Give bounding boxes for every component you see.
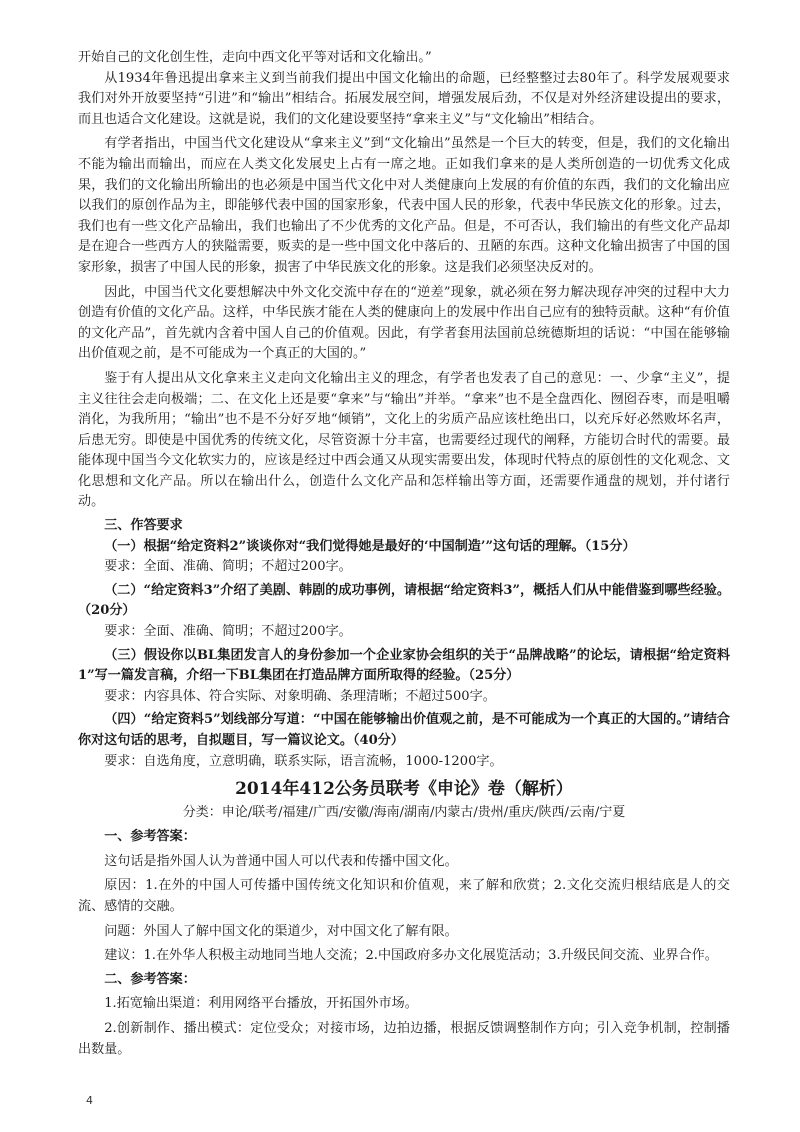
paragraph-continuation: 开始自己的文化创生性，走向中西文化平等对话和文化输出。” xyxy=(78,50,432,65)
answer-2-heading: 二、参考答案： xyxy=(104,971,196,987)
category-line: 分类：申论/联考/福建/广西/安徽/海南/湖南/内蒙古/贵州/重庆/陕西/云南/宁夏 xyxy=(182,805,626,821)
paragraph: 因此，中国当代文化要想解决中外文化交流中存在的“逆差”现象，就必须在努力解决现存冲突的过程中大力创造有价值的文化产品。这样，中华民族才能在人类的健康向上的发展中作出自己应有的独特贡献。这种“有价值的文化产品”，首先就内含着中国人自己的价值观。因此，有学者套用法国前总统德斯坦的话说：“中国在能够输出价值观之前，是不可能成为一个真正的大国的。” xyxy=(78,284,730,362)
question-2-requirement: 要求：全面、准确、简明；不超过200字。 xyxy=(104,624,352,640)
answer-2-line: 2.创新制作、播出模式：定位受众；对接市场，边拍边播，根据反馈调整制作方向；引入竞争机制，控制播出数量。 xyxy=(78,1020,730,1057)
answer-1-heading: 一、参考答案： xyxy=(104,829,196,845)
question-3-prompt: （三）假设你以BL集团发言人的身份参加一个企业家协会组织的关于“品牌战略”的论坛，请根据“给定资料1”写一篇发言稿，介绍一下BL集团在打造品牌方面所取得的经验。（25分） xyxy=(78,647,730,684)
question-1-prompt: （一）根据“给定资料2”谈谈你对“我们觉得她是最好的‘中国制造’”这句话的理解。（15分） xyxy=(104,538,636,554)
section-heading-requirements: 三、作答要求 xyxy=(104,518,183,534)
paragraph: 鉴于有人提出从文化拿来主义走向文化输出主义的理念，有学者也发表了自己的意见：一、少拿“主义”，提主义往往会走向极端；二、在文化上还是要“拿来”与“输出”并举。“拿来”也不是全盘西化、囫囵吞枣，而是咀嚼消化，为我所用；“输出”也不是不分好歹地“倾销”，文化上的劣质产品应该杜绝出口，以充斥好必然败坏名声，后患无穷。即使是中国优秀的传统文化，尽管资源十分丰富，也需要经过现代的阐释，方能切合时代的需要。最能体现中国当今文化软实力的，应该是经过中西会通又从现实需要出发，体现时代特点的原创性的文化观念、文化思想和文化产品。所以在输出什么，创造什么文化产品和怎样输出等方面，还需要作通盘的规划，并付诸行动。 xyxy=(78,370,730,510)
question-4-requirement: 要求：自选角度，立意明确，联系实际，语言流畅，1000-1200字。 xyxy=(104,753,503,769)
paragraph: 有学者指出，中国当代文化建设从“拿来主义”到“文化输出”虽然是一个巨大的转变，但是，我们的文化输出不能为输出而输出，而应在人类文化发展史上占有一席之地。正如我们拿来的是人类所创造的一切优秀文化成果，我们的文化输出所输出的也必须是中国当代文化中对人类健康向上发展的有价值的东西，我们的文化输出应以我们的原创作品为主，即能够代表中国的国家形象，代表中国人民的形象，代表中华民族文化的形象。过去，我们也有一些文化产品输出，我们也输出了不少优秀的文化产品。但是，不可否认，我们输出的有些文化产品却是在迎合一些西方人的狭隘需要，贩卖的是一些中国文化中落后的、丑陋的东西。这种文化输出损害了中国的国家形象，损害了中国人民的形象，损害了中华民族文化的形象。这是我们必须坚决反对的。 xyxy=(78,136,730,275)
page-number: 4 xyxy=(86,1094,93,1107)
page-content xyxy=(78,48,730,1060)
answer-1-line: 这句话是指外国人认为普通中国人可以代表和传播中国文化。 xyxy=(104,853,458,869)
question-2-prompt: （二）“给定资料3”介绍了美剧、韩剧的成功事例，请根据“给定资料3”，概括人们从中能借鉴到哪些经验。（20分） xyxy=(78,582,730,619)
answer-2-line: 1.拓宽输出渠道：利用网络平台播放，开拓国外市场。 xyxy=(104,996,418,1012)
question-3-requirement: 要求：内容具体、符合实际、对象明确、条理清晰；不超过500字。 xyxy=(104,688,496,704)
paragraph: 从1934年鲁迅提出拿来主义到当前我们提出中国文化输出的命题，已经整整过去80年了。科学发展观要求我们对外开放要坚持“引进”和“输出”相结合。拓展发展空间，增强发展后劲，不仅是对外经济建设提出的要求，而且也适合文化建设。这就是说，我们的文化建设要坚持“拿来主义”与“文化输出”相结合。 xyxy=(78,70,730,127)
answer-1-line: 建议：1.在外华人积极主动地同当地人交流；2.中国政府多办文化展览活动；3.升级民间交流、业界合作。 xyxy=(104,948,718,964)
document-title: 2014年412公务员联考《申论》卷（解析） xyxy=(235,779,573,800)
question-4-prompt: （四）“给定资料5”划线部分写道：“中国在能够输出价值观之前，是不可能成为一个真正的大国的。”请结合你对这句话的思考，自拟题目，写一篇议论文。（40分） xyxy=(78,712,730,748)
question-1-requirement: 要求：全面、准确、简明；不超过200字。 xyxy=(104,559,352,575)
answer-1-line: 问题：外国人了解中国文化的渠道少，对中国文化了解有限。 xyxy=(104,923,458,939)
answer-1-line: 原因：1.在外的中国人可传播中国传统文化知识和价值观，来了解和欣赏；2.文化交流归根结底是人的交流、感情的交融。 xyxy=(78,878,730,914)
